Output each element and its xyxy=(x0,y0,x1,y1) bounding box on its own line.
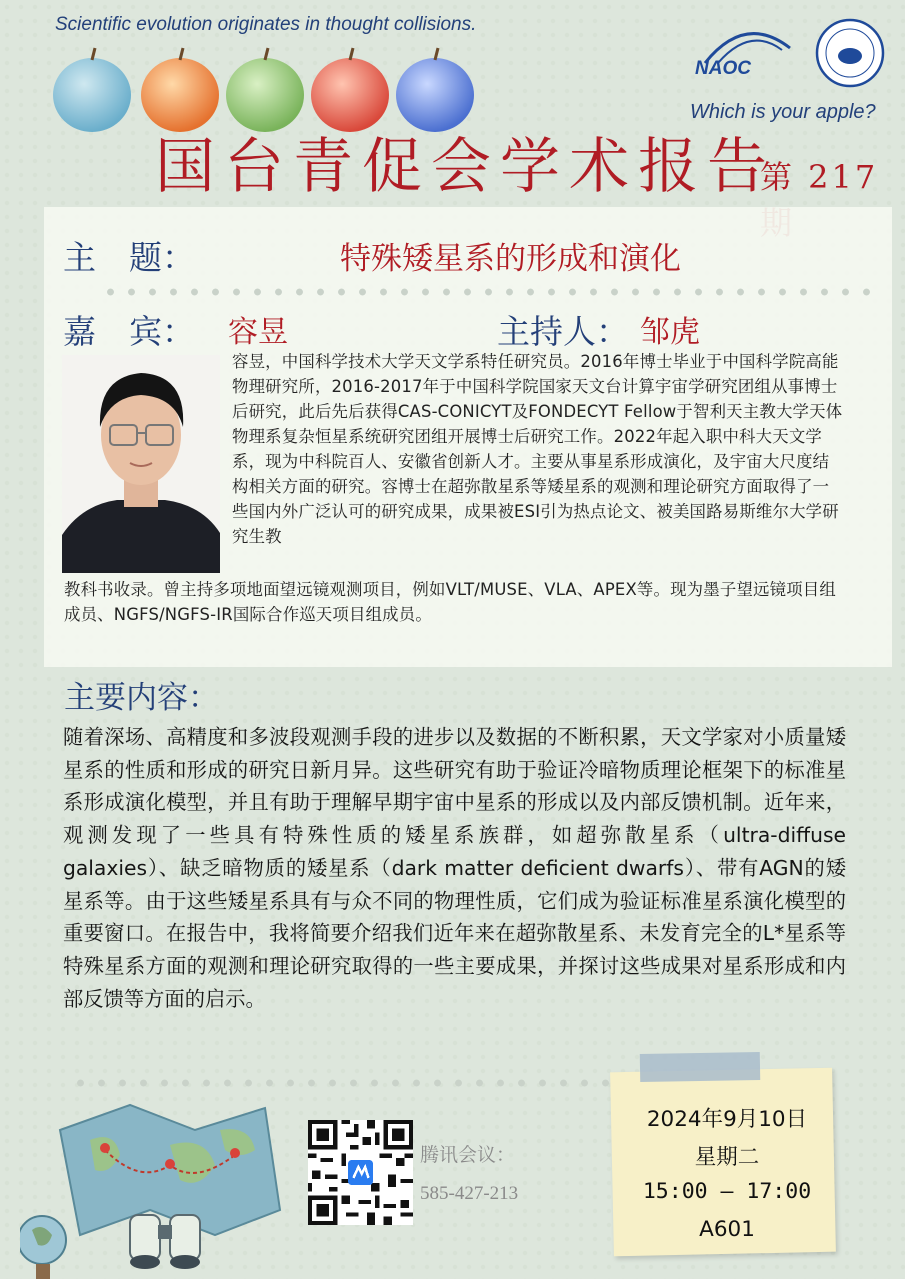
divider-dots-bottom xyxy=(70,1078,630,1088)
talk-abstract: 随着深场、高精度和多波段观测手段的进步以及数据的不断积累，天文学家对小质量矮星系的性质和形成的研究日新月异。这些研究有助于验证冷暗物质理论框架下的标准星系形成演化模型，并且有助于理解早期宇宙中星系的形成以及内部反馈机制。近年来，观测发现了一些具有特殊性质的矮星系族群，如超弥散星系（ultra-diffuse galaxies）、缺乏暗物质的矮星系（dark matter deficient dwarfs）、带有AGN的矮星系等。由于这些矮星系具有与众不同的物理性质，它们成为验证标准星系演化模型的重要窗口。在报告中，我将简要介绍我们近年来在超弥散星系、未发育完全的L*星系等特殊星系方面的观测和理论研究取得的一些主要成果，并探讨这些成果对星系形成和内部反馈等方面的启示。 xyxy=(63,725,846,1011)
page-title: 国台青促会学术报告 xyxy=(155,132,776,202)
topic-value: 特殊矮星系的形成和演化 xyxy=(340,241,681,277)
talk-weekday: 星期二 xyxy=(694,1145,760,1170)
issue-number: 第 217 xyxy=(760,158,879,196)
apple-red-icon xyxy=(311,48,389,132)
binoculars-icon xyxy=(130,1215,200,1269)
talk-time: 15:00 – 17:00 xyxy=(642,1179,812,1204)
meeting-id[interactable]: 585-427-213 xyxy=(420,1183,519,1204)
speaker-bio-part2: 教科书收录。曾主持多项地面望远镜观测项目，例如VLT/MUSE、VLA、APEX等。现为墨子望远镜项目组成员、NGFS/NGFS-IR国际合作巡天项目组成员。 xyxy=(64,580,836,624)
main-content-heading: 主要内容： xyxy=(64,680,219,716)
talk-room: A601 xyxy=(699,1217,755,1242)
map-pin-icon xyxy=(100,1143,110,1153)
host-label: 主持人： xyxy=(497,312,629,351)
map-pin-icon xyxy=(230,1148,240,1158)
apples-illustration xyxy=(50,45,480,135)
question-tagline: Which is your apple? xyxy=(690,101,876,123)
guest-name: 容昱 xyxy=(228,315,288,350)
talk-date: 2024年9月10日 xyxy=(646,1107,808,1132)
map-binoculars-illustration xyxy=(20,1090,290,1279)
meeting-label: 腾讯会议： xyxy=(420,1144,516,1166)
topic-label: 主 题： xyxy=(63,238,195,277)
speaker-photo xyxy=(62,355,220,573)
meeting-qr-code[interactable] xyxy=(308,1120,413,1225)
tagline: Scientific evolution originates in thought collisions. xyxy=(55,14,477,35)
naoc-logo-text: NAOC xyxy=(695,58,751,79)
apple-green-icon xyxy=(226,48,304,132)
divider-dots xyxy=(100,287,880,297)
apple-purple-icon xyxy=(396,48,474,132)
guest-label: 嘉 宾： xyxy=(63,312,195,351)
tape-decoration xyxy=(640,1052,760,1082)
map-pin-icon xyxy=(165,1159,175,1169)
apple-blue-icon xyxy=(53,48,131,132)
speaker-bio-part1: 容昱，中国科学技术大学天文学系特任研究员。2016年博士毕业于中国科学院高能物理研究所，2016-2017年于中国科学院国家天文台计算宇宙学研究团组从事博士后研究，此后先后获得CAS-CONICYT及FONDECYT Fellow于智利天主教大学天体物理系复杂恒星系统研究团组开展博士后研究工作。2022年起入职中科大天文学系，现为中科院百人、安徽省创新人才。主要从事星系形成演化，及宇宙大尺度结构相关方面的研究。容博士在超弥散星系等矮星系的观测和理论研究方面取得了一些国内外广泛认可的研究成果，成果被ESI引为热点论文、被美国路易斯维尔大学研究生教 xyxy=(232,352,843,546)
apple-orange-icon xyxy=(141,48,219,132)
host-name: 邹虎 xyxy=(640,315,700,350)
